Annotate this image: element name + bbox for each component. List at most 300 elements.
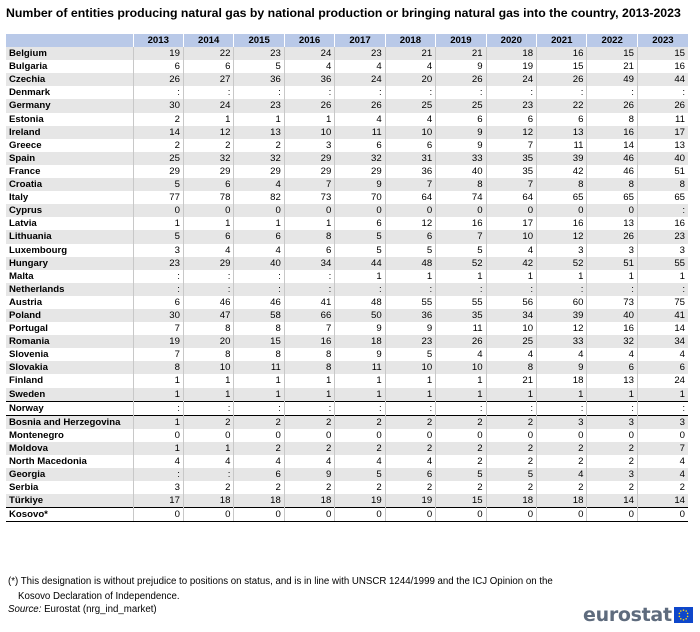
table-cell: 40 <box>436 165 486 178</box>
table-cell: 2 <box>537 455 587 468</box>
table-cell: 6 <box>183 60 233 73</box>
table-cell: 15 <box>637 47 688 60</box>
table-cell: 7 <box>133 348 183 361</box>
table-cell: : <box>335 86 385 99</box>
table-cell: 15 <box>436 494 486 508</box>
table-cell: : <box>183 270 233 283</box>
table-cell: 35 <box>486 165 536 178</box>
table-cell: : <box>133 468 183 481</box>
table-cell: 1 <box>537 388 587 402</box>
table-cell: 0 <box>183 204 233 217</box>
table-cell: 4 <box>537 348 587 361</box>
table-cell: 73 <box>284 191 334 204</box>
table-cell: 8 <box>234 348 284 361</box>
table-cell: : <box>436 401 486 415</box>
country-name: Bosnia and Herzegovina <box>6 415 133 429</box>
table-row <box>6 455 688 468</box>
table-cell: 18 <box>486 494 536 508</box>
table-cell: 4 <box>587 348 637 361</box>
table-cell: 58 <box>234 309 284 322</box>
table-cell: 12 <box>183 126 233 139</box>
table-cell: 6 <box>637 361 688 374</box>
table-cell: 44 <box>637 73 688 86</box>
table-cell: 0 <box>133 508 183 522</box>
table-cell: 3 <box>133 481 183 494</box>
table-cell: 3 <box>587 468 637 481</box>
country-name: Italy <box>6 191 133 204</box>
table-row <box>6 178 688 191</box>
table-cell: 1 <box>436 388 486 402</box>
table-cell: 36 <box>385 309 435 322</box>
table-cell: 14 <box>587 494 637 508</box>
table-cell: 19 <box>335 494 385 508</box>
table-cell: 1 <box>587 270 637 283</box>
table-cell: 4 <box>385 455 435 468</box>
table-cell: 14 <box>637 494 688 508</box>
table-cell: 0 <box>234 508 284 522</box>
country-name: Denmark <box>6 86 133 99</box>
table-cell: 2 <box>587 455 637 468</box>
table-cell: 51 <box>637 165 688 178</box>
column-header-year: 2021 <box>537 34 587 47</box>
table-cell: 52 <box>537 257 587 270</box>
table-cell: 1 <box>486 270 536 283</box>
country-name: Slovakia <box>6 361 133 374</box>
table-cell: 3 <box>284 139 334 152</box>
table-cell: : <box>637 204 688 217</box>
column-header-year: 2022 <box>587 34 637 47</box>
table-cell: 1 <box>587 388 637 402</box>
table-cell: 0 <box>637 429 688 442</box>
table-cell: 8 <box>587 113 637 126</box>
table-cell: 77 <box>133 191 183 204</box>
column-header-year: 2020 <box>486 34 536 47</box>
table-cell: 4 <box>234 244 284 257</box>
table-cell: 5 <box>486 468 536 481</box>
table-cell: 29 <box>284 165 334 178</box>
table-cell: 12 <box>486 126 536 139</box>
table-cell: 2 <box>183 415 233 429</box>
table-cell: 9 <box>537 361 587 374</box>
table-cell: 70 <box>335 191 385 204</box>
table-cell: 15 <box>587 47 637 60</box>
table-cell: 14 <box>133 126 183 139</box>
table-row <box>6 429 688 442</box>
table-cell: 8 <box>436 178 486 191</box>
table-cell: 4 <box>234 455 284 468</box>
table-cell: 2 <box>335 442 385 455</box>
table-cell: 3 <box>537 244 587 257</box>
table-cell: : <box>183 283 233 296</box>
table-cell: : <box>183 86 233 99</box>
table-cell: 7 <box>385 178 435 191</box>
country-name: Türkiye <box>6 494 133 508</box>
table-cell: 32 <box>234 152 284 165</box>
table-cell: 39 <box>537 309 587 322</box>
table-cell: 8 <box>234 322 284 335</box>
table-cell: 82 <box>234 191 284 204</box>
table-cell: : <box>133 401 183 415</box>
table-cell: 2 <box>284 442 334 455</box>
table-cell: 6 <box>234 468 284 481</box>
table-cell: 46 <box>234 296 284 309</box>
table-cell: 0 <box>335 204 385 217</box>
table-cell: 4 <box>637 455 688 468</box>
country-name: Cyprus <box>6 204 133 217</box>
table-cell: 8 <box>486 361 536 374</box>
table-cell: 4 <box>486 244 536 257</box>
table-cell: : <box>587 401 637 415</box>
table-cell: 1 <box>385 270 435 283</box>
table-cell: 13 <box>587 217 637 230</box>
table-cell: 4 <box>335 113 385 126</box>
table-cell: 74 <box>436 191 486 204</box>
table-row <box>6 244 688 257</box>
table-cell: 36 <box>284 73 334 86</box>
table-cell: 35 <box>436 309 486 322</box>
table-cell: : <box>183 401 233 415</box>
table-cell: 2 <box>385 442 435 455</box>
table-cell: : <box>234 283 284 296</box>
table-cell: 32 <box>587 335 637 348</box>
table-cell: 8 <box>284 361 334 374</box>
table-cell: 46 <box>587 165 637 178</box>
table-cell: 1 <box>537 270 587 283</box>
table-cell: 22 <box>537 99 587 112</box>
table-cell: 4 <box>637 468 688 481</box>
column-header-year: 2015 <box>234 34 284 47</box>
table-row <box>6 309 688 322</box>
table-cell: 2 <box>183 139 233 152</box>
table-row <box>6 204 688 217</box>
table-cell: 6 <box>183 230 233 243</box>
table-cell: 75 <box>637 296 688 309</box>
eu-flag-icon <box>674 607 693 623</box>
table-cell: 9 <box>335 178 385 191</box>
country-name: Belgium <box>6 47 133 60</box>
table-cell: 11 <box>335 361 385 374</box>
table-cell: 26 <box>284 99 334 112</box>
table-cell: 12 <box>537 322 587 335</box>
table-cell: 2 <box>183 481 233 494</box>
table-cell: 1 <box>385 374 435 387</box>
table-cell: 10 <box>486 230 536 243</box>
table-cell: 1 <box>284 217 334 230</box>
table-cell: 23 <box>234 99 284 112</box>
table-row <box>6 230 688 243</box>
table-cell: 1 <box>335 270 385 283</box>
table-cell: 33 <box>436 152 486 165</box>
table-cell: 0 <box>133 204 183 217</box>
table-cell: 2 <box>234 442 284 455</box>
table-cell: 2 <box>587 442 637 455</box>
table-cell: 0 <box>284 429 334 442</box>
table-cell: 16 <box>587 126 637 139</box>
table-cell: 0 <box>587 508 637 522</box>
table-cell: : <box>587 283 637 296</box>
table-cell: 16 <box>537 47 587 60</box>
table-cell: 3 <box>637 415 688 429</box>
table-cell: 25 <box>385 99 435 112</box>
table-cell: 7 <box>637 442 688 455</box>
table-cell: 21 <box>587 60 637 73</box>
table-cell: 29 <box>183 257 233 270</box>
table-cell: 0 <box>436 204 486 217</box>
table-cell: 26 <box>335 99 385 112</box>
column-header-year: 2014 <box>183 34 233 47</box>
table-cell: : <box>385 401 435 415</box>
table-cell: 11 <box>637 113 688 126</box>
source-label: Source: <box>8 604 42 615</box>
table-cell: 12 <box>385 217 435 230</box>
table-cell: 1 <box>234 374 284 387</box>
table-cell: 2 <box>234 139 284 152</box>
table-cell: 2 <box>284 481 334 494</box>
table-row <box>6 257 688 270</box>
table-cell: 6 <box>587 361 637 374</box>
table-cell: : <box>436 86 486 99</box>
table-cell: 6 <box>284 244 334 257</box>
table-cell: 41 <box>637 309 688 322</box>
country-name: Portugal <box>6 322 133 335</box>
table-cell: 1 <box>133 442 183 455</box>
table-cell: 2 <box>335 481 385 494</box>
table-cell: 0 <box>486 204 536 217</box>
table-cell: 18 <box>234 494 284 508</box>
table-cell: 4 <box>183 244 233 257</box>
table-cell: 16 <box>637 217 688 230</box>
table-row <box>6 401 688 415</box>
table-cell: 25 <box>436 99 486 112</box>
table-row <box>6 296 688 309</box>
country-name: Croatia <box>6 178 133 191</box>
table-cell: 7 <box>486 139 536 152</box>
column-header-year: 2013 <box>133 34 183 47</box>
table-row <box>6 494 688 508</box>
table-cell: 18 <box>486 47 536 60</box>
table-cell: 8 <box>183 322 233 335</box>
header-row <box>6 34 688 47</box>
source-text: Eurostat (nrg_ind_market) <box>44 604 157 615</box>
source-note <box>8 604 157 615</box>
table-cell: 0 <box>637 508 688 522</box>
table-cell: 9 <box>335 348 385 361</box>
table-cell: : <box>436 283 486 296</box>
table-cell: 6 <box>183 178 233 191</box>
table-row <box>6 348 688 361</box>
table-cell: 6 <box>486 113 536 126</box>
table-cell: 20 <box>183 335 233 348</box>
table-cell: 8 <box>183 348 233 361</box>
table-cell: 4 <box>133 455 183 468</box>
table-cell: 60 <box>537 296 587 309</box>
table-cell: 34 <box>486 309 536 322</box>
table-cell: 1 <box>183 442 233 455</box>
table-row <box>6 152 688 165</box>
table-cell: 1 <box>385 388 435 402</box>
table-cell: 2 <box>537 481 587 494</box>
table-cell: 24 <box>183 99 233 112</box>
table-cell: 29 <box>284 152 334 165</box>
table-cell: : <box>183 468 233 481</box>
table-cell: 0 <box>537 429 587 442</box>
table-cell: : <box>637 283 688 296</box>
country-name: Lithuania <box>6 230 133 243</box>
table-cell: : <box>587 86 637 99</box>
table-cell: : <box>637 401 688 415</box>
table-row <box>6 113 688 126</box>
table-cell: 56 <box>486 296 536 309</box>
table-cell: 2 <box>133 113 183 126</box>
table-row <box>6 47 688 60</box>
table-cell: 17 <box>133 494 183 508</box>
table-cell: 22 <box>183 47 233 60</box>
country-name: Poland <box>6 309 133 322</box>
country-name: France <box>6 165 133 178</box>
table-cell: : <box>486 401 536 415</box>
table-row <box>6 481 688 494</box>
country-name: Netherlands <box>6 283 133 296</box>
table-cell: 2 <box>486 455 536 468</box>
table-cell: 5 <box>436 244 486 257</box>
table-cell: : <box>234 401 284 415</box>
table-cell: 6 <box>133 296 183 309</box>
table-cell: 4 <box>335 60 385 73</box>
footnote-line-1: (*) This designation is without prejudice to positions on status, and is in line with UNSCR 1244/1999 and the ICJ Opinion on the <box>8 576 553 587</box>
table-cell: 4 <box>486 348 536 361</box>
table-cell: 0 <box>587 429 637 442</box>
table-cell: 9 <box>335 322 385 335</box>
country-name: Finland <box>6 374 133 387</box>
table-cell: 7 <box>436 230 486 243</box>
table-cell: 18 <box>284 494 334 508</box>
table-cell: 18 <box>183 494 233 508</box>
table-cell: : <box>284 401 334 415</box>
table-cell: 2 <box>385 481 435 494</box>
table-row <box>6 60 688 73</box>
table-cell: 0 <box>335 508 385 522</box>
table-cell: 2 <box>486 442 536 455</box>
table-cell: 1 <box>284 374 334 387</box>
table-cell: 10 <box>385 126 435 139</box>
table-cell: 8 <box>587 178 637 191</box>
column-header-year: 2016 <box>284 34 334 47</box>
table-cell: 19 <box>486 60 536 73</box>
table-cell: 42 <box>486 257 536 270</box>
table-cell: 1 <box>335 374 385 387</box>
table-cell: 20 <box>385 73 435 86</box>
table-cell: 12 <box>537 230 587 243</box>
table-cell: 3 <box>587 415 637 429</box>
column-header-year: 2023 <box>637 34 688 47</box>
table-cell: 7 <box>284 322 334 335</box>
table-cell: 25 <box>133 152 183 165</box>
table-cell: 5 <box>385 348 435 361</box>
table-row <box>6 86 688 99</box>
table-cell: 0 <box>436 429 486 442</box>
table-cell: 0 <box>587 204 637 217</box>
country-name: Sweden <box>6 388 133 402</box>
table-cell: 1 <box>436 374 486 387</box>
table-cell: 19 <box>385 494 435 508</box>
table-cell: 2 <box>436 455 486 468</box>
table-cell: 4 <box>335 455 385 468</box>
table-cell: 0 <box>385 429 435 442</box>
table-cell: 52 <box>436 257 486 270</box>
table-cell: 44 <box>335 257 385 270</box>
table-cell: 10 <box>183 361 233 374</box>
table-cell: 6 <box>335 217 385 230</box>
table-row <box>6 335 688 348</box>
table-cell: 3 <box>637 244 688 257</box>
table-cell: 0 <box>385 204 435 217</box>
table-cell: 4 <box>284 455 334 468</box>
table-cell: 27 <box>183 73 233 86</box>
table-cell: 14 <box>587 139 637 152</box>
table-cell: 0 <box>183 429 233 442</box>
table-cell: 5 <box>133 230 183 243</box>
table-cell: 10 <box>284 126 334 139</box>
table-cell: 15 <box>537 60 587 73</box>
table-cell: 17 <box>486 217 536 230</box>
table-cell: 1 <box>183 113 233 126</box>
table-cell: 1 <box>335 388 385 402</box>
data-table <box>6 34 688 522</box>
country-name: Estonia <box>6 113 133 126</box>
table-cell: 1 <box>183 374 233 387</box>
table-cell: 4 <box>234 178 284 191</box>
table-cell: 3 <box>587 244 637 257</box>
table-cell: 24 <box>335 73 385 86</box>
chart-title: Number of entities producing natural gas by national production or bringing natural gas into the country, 2013-2023 <box>6 6 681 20</box>
table-cell: 9 <box>385 322 435 335</box>
table-cell: 1 <box>284 113 334 126</box>
table-cell: 0 <box>486 508 536 522</box>
table-cell: 16 <box>436 217 486 230</box>
table-cell: 65 <box>587 191 637 204</box>
table-cell: 29 <box>183 165 233 178</box>
table-cell: 65 <box>637 191 688 204</box>
table-cell: 40 <box>234 257 284 270</box>
country-name: Moldova <box>6 442 133 455</box>
table-cell: 10 <box>436 361 486 374</box>
table-cell: 26 <box>436 335 486 348</box>
country-name: Greece <box>6 139 133 152</box>
table-cell: : <box>133 283 183 296</box>
table-cell: 0 <box>284 508 334 522</box>
table-row <box>6 388 688 402</box>
table-cell: : <box>637 86 688 99</box>
country-name: Luxembourg <box>6 244 133 257</box>
table-cell: 34 <box>637 335 688 348</box>
table-cell: 24 <box>637 374 688 387</box>
table-cell: 9 <box>436 126 486 139</box>
table-cell: 6 <box>133 60 183 73</box>
table-cell: 40 <box>637 152 688 165</box>
table-cell: 17 <box>637 126 688 139</box>
table-body <box>6 47 688 522</box>
table-cell: 64 <box>385 191 435 204</box>
table-cell: 48 <box>335 296 385 309</box>
table-cell: 5 <box>436 468 486 481</box>
table-cell: 6 <box>537 113 587 126</box>
table-cell: 73 <box>587 296 637 309</box>
country-name: Latvia <box>6 217 133 230</box>
table-row <box>6 126 688 139</box>
table-cell: : <box>537 86 587 99</box>
table-cell: 25 <box>486 335 536 348</box>
table-cell: : <box>537 283 587 296</box>
